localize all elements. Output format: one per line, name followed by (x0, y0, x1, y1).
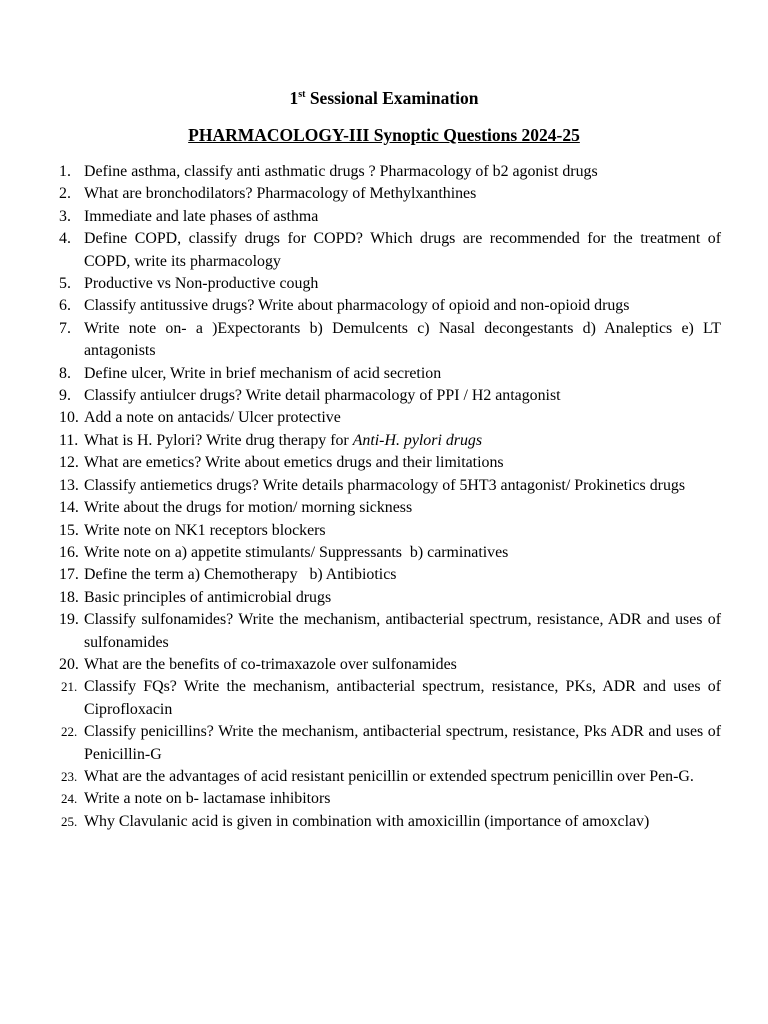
question-text: Immediate and late phases of asthma (84, 207, 319, 225)
question-text: Classify FQs? Write the mechanism, antibacterial spectrum, resistance, PKs, ADR and uses of Ciprofloxacin (84, 678, 721, 718)
question-number: 8. (59, 364, 71, 382)
question-text: Productive vs Non-productive cough (84, 275, 319, 293)
question-item-16 (59, 542, 721, 564)
question-text: Write note on NK1 receptors blockers (84, 521, 326, 539)
question-item-25 (59, 811, 721, 833)
question-number: 1. (59, 163, 71, 180)
question-number: 14. (59, 499, 79, 517)
question-number: 4. (59, 230, 71, 248)
question-list (59, 161, 721, 833)
question-number: 12. (59, 454, 79, 472)
question-text: Classify antiulcer drugs? Write detail pharmacology of PPI / H2 antagonist (84, 387, 561, 405)
question-item-8 (59, 363, 721, 385)
question-number: 7. (59, 319, 71, 337)
question-number: 24. (61, 791, 78, 807)
question-text: Why Clavulanic acid is given in combination with amoxicillin (importance of amoxclav) (84, 812, 650, 830)
question-number: 13. (59, 476, 79, 494)
question-text-italic: Anti-H. pylori drugs (352, 431, 483, 449)
question-item-22 (59, 721, 721, 766)
question-item-1 (59, 161, 721, 183)
question-number: 15. (59, 521, 79, 539)
question-item-14 (59, 497, 721, 519)
question-text: Define COPD, classify drugs for COPD? Which drugs are recommended for the treatment of COPD, write its pharmacology (84, 230, 721, 270)
question-text-plain: What is H. Pylori? Write drug therapy for (84, 431, 353, 449)
question-number: 6. (59, 297, 71, 315)
question-item-12 (59, 452, 721, 474)
question-item-6 (59, 295, 721, 317)
question-text: Define ulcer, Write in brief mechanism of acid secretion (84, 364, 442, 382)
question-number: 11. (59, 431, 79, 449)
question-item-17 (59, 564, 721, 586)
question-text: Classify sulfonamides? Write the mechanism, antibacterial spectrum, resistance, ADR and uses of sulfonamides (84, 611, 721, 651)
question-text: Define the term a) Chemotherapy b) Antibiotics (84, 566, 397, 584)
question-item-23 (59, 766, 721, 788)
question-number: 17. (59, 566, 79, 584)
question-number: 16. (59, 543, 79, 561)
question-text: What are the benefits of co-trimaxazole over sulfonamides (84, 655, 457, 673)
question-text: Add a note on antacids/ Ulcer protective (84, 409, 341, 427)
question-item-11 (59, 430, 721, 452)
question-item-4 (59, 228, 721, 273)
question-number: 18. (59, 588, 79, 606)
question-number: 5. (59, 275, 71, 293)
question-number: 3. (59, 207, 71, 225)
question-text: Write about the drugs for motion/ morning sickness (84, 499, 413, 517)
question-text (84, 432, 482, 449)
question-item-24 (59, 788, 721, 810)
question-item-5 (59, 273, 721, 295)
question-item-18 (59, 587, 721, 609)
question-text: Write a note on b- lactamase inhibitors (84, 790, 331, 808)
question-item-3 (59, 206, 721, 228)
question-number: 25. (61, 813, 78, 829)
question-text: Write note on- a )Expectorants b) Demulcents c) Nasal decongestants d) Analeptics e) LT antagonists (84, 319, 721, 360)
question-number: 9. (59, 387, 71, 405)
question-item-20 (59, 654, 721, 676)
question-text: Define asthma, classify anti asthmatic drugs ? Pharmacology of b2 agonist drugs (84, 163, 598, 180)
question-item-15 (59, 520, 721, 542)
question-text: Basic principles of antimicrobial drugs (84, 588, 332, 606)
title-prefix: 1 (289, 88, 299, 108)
question-item-21 (59, 676, 721, 721)
question-number: 10. (59, 409, 79, 427)
title-rest: Sessional Examination (305, 88, 479, 108)
question-number: 23. (61, 768, 78, 784)
question-item-9 (59, 385, 721, 407)
question-text: What are bronchodilators? Pharmacology of Methylxanthines (84, 185, 477, 203)
question-item-19 (59, 609, 721, 654)
question-number: 19. (59, 611, 79, 629)
question-item-10 (59, 407, 721, 429)
question-number: 20. (59, 655, 79, 673)
question-text: Classify antitussive drugs? Write about pharmacology of opioid and non-opioid drugs (84, 297, 630, 315)
question-text: Classify antiemetics drugs? Write details pharmacology of 5HT3 antagonist/ Prokinetics drugs (84, 476, 686, 494)
question-number: 2. (59, 185, 71, 203)
question-text: What are emetics? Write about emetics drugs and their limitations (84, 454, 504, 472)
question-item-2 (59, 183, 721, 205)
question-number: 21. (61, 679, 78, 695)
question-number: 22. (61, 724, 78, 740)
title-superscript: st (298, 89, 306, 100)
exam-title (0, 88, 768, 109)
question-item-7 (59, 318, 721, 363)
question-text: What are the advantages of acid resistant penicillin or extended spectrum penicillin over Pen-G. (84, 767, 694, 785)
question-item-13 (59, 475, 721, 497)
exam-subtitle: PHARMACOLOGY-III Synoptic Questions 2024-25 (188, 125, 580, 145)
question-text: Write note on a) appetite stimulants/ Suppressants b) carminatives (84, 543, 509, 561)
question-text: Classify penicillins? Write the mechanism, antibacterial spectrum, resistance, Pks ADR and uses of Penicillin-G (84, 723, 721, 763)
